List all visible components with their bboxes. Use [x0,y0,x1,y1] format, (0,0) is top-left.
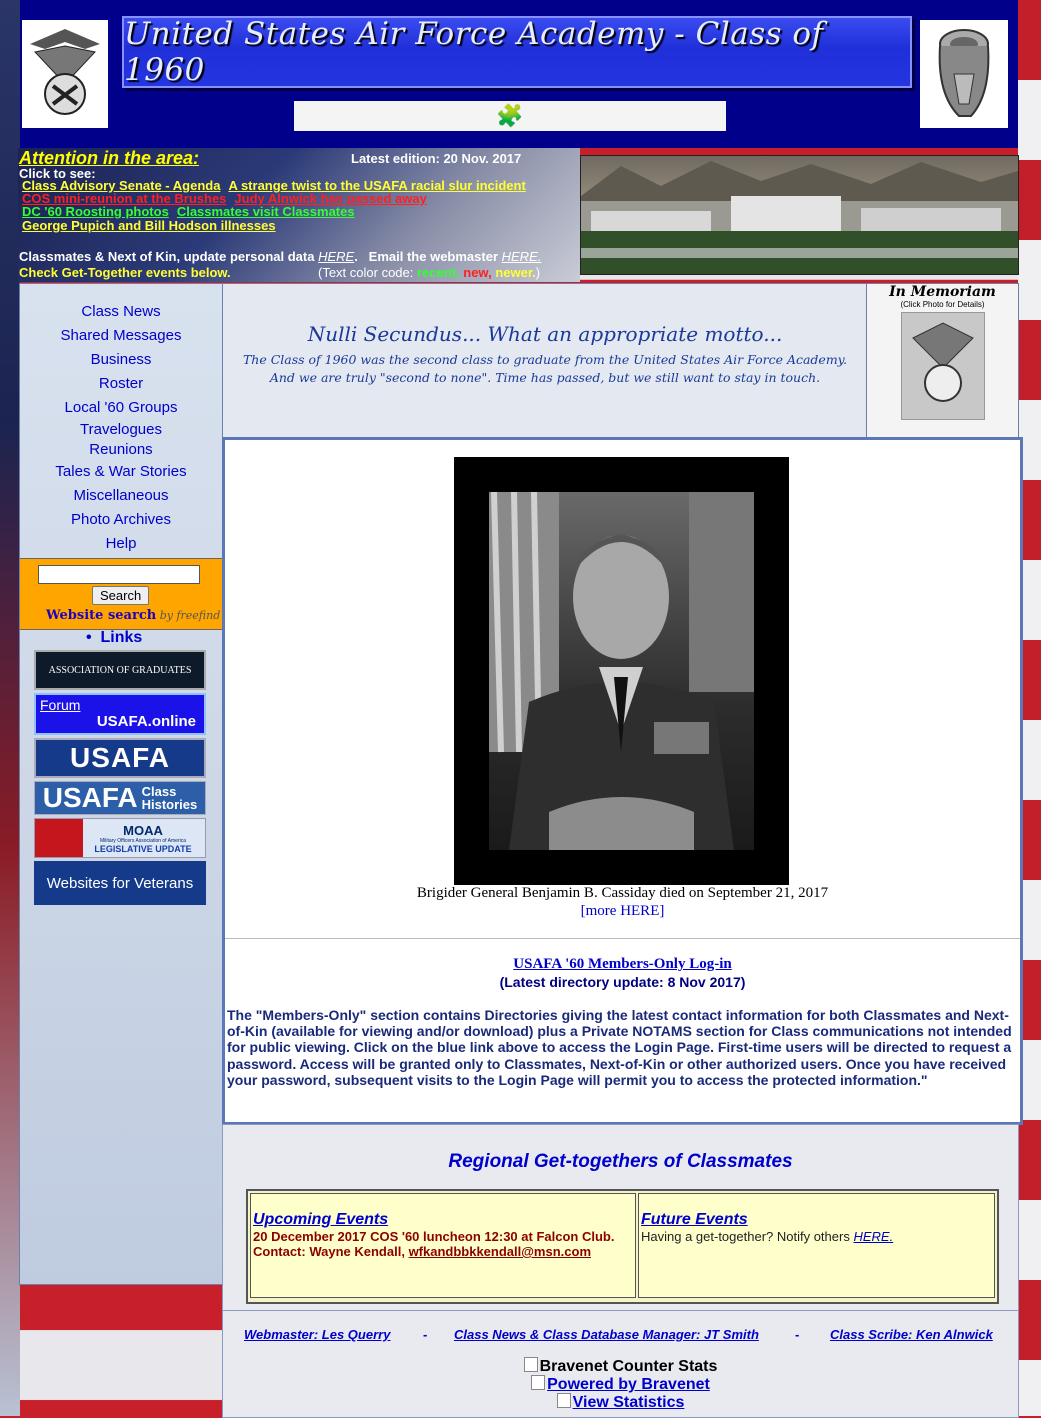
usafa-link-banner[interactable]: USAFA [34,738,206,778]
directory-update-date: (Latest directory update: 8 Nov 2017) [499,974,746,990]
main-navigation [20,284,222,556]
nav-business[interactable]: Business [90,351,152,368]
section-divider [225,938,1020,939]
footer-separator: - [423,1327,428,1342]
site-header [20,0,1018,148]
in-memoriam-subtitle: (Click Photo for Details) [900,300,985,309]
memoriam-photo[interactable] [901,312,985,420]
broken-image-icon [531,1375,545,1390]
members-login-link[interactable]: USAFA '60 Members-Only Log-in [513,956,732,972]
check-events-text: Check Get-Together events below. [19,265,231,280]
link-cos-mini-reunion[interactable]: COS mini-reunion at the Brushes [22,191,227,206]
site-title-banner [122,16,912,88]
nav-reunions[interactable]: Reunions [89,441,153,458]
memoriam-crest-icon [903,313,983,413]
update-data-link[interactable]: HERE [318,249,355,264]
motto-title: Nulli Secundus... What an appropriate motto... [307,322,783,346]
upcoming-event-contact: Contact: Wayne Kendall, wfkandbbkkendall@msn.com [253,1244,592,1259]
nav-class-news[interactable]: Class News [81,303,161,320]
attention-links-row4 [22,218,284,233]
bravenet-counter-stats: Bravenet Counter Stats [223,1357,1018,1376]
link-dc-roosting-photos[interactable]: DC '60 Roosting photos [22,204,169,219]
color-code-legend: (Text color code: recent, new, newer.) [318,265,541,280]
nav-travelogues[interactable]: Travelogues [80,421,162,438]
nav-photo-archives[interactable]: Photo Archives [70,511,172,528]
upcoming-events-title[interactable]: Upcoming Events [253,1211,389,1228]
missing-plugin-placeholder [294,101,726,131]
class-ring-image [920,20,1008,128]
nav-local-groups[interactable]: Local '60 Groups [64,399,178,416]
eagle-crest-icon [25,24,105,124]
main-feature-panel [222,437,1023,1125]
attention-panel [18,148,580,282]
puzzle-piece-icon: 🧩 [496,103,524,128]
nav-roster[interactable]: Roster [98,375,144,392]
members-only-description: The "Members-Only" section contains Directories giving the latest contact information for both Classmates and Next-of-Kin (available for viewing and/or download) plus a Private NOTAMS section for Class communications not intended for public viewing. Click on the blue link above to access the Login Page. First-time users will be directed to request a password. Access will be granted only to Classmates, Next-of-Kin or other authorized users. Once you have received your password, subsequent visits to the Login Page will permit you to access the protected information." [227,1007,1012,1088]
websites-for-veterans-banner[interactable]: Websites for Veterans [34,861,206,905]
broken-image-icon [557,1393,571,1408]
attention-links-row3 [22,204,363,219]
site-title: United States Air Force Academy - Class of 1960 [124,16,824,88]
class-news-manager-link[interactable]: Class News & Class Database Manager: JT Smith [454,1327,759,1342]
class-crest-logo [22,20,108,128]
webmaster-link[interactable]: Webmaster: Les Querry [244,1327,391,1342]
upcoming-events-cell [250,1193,636,1298]
academy-campus-photo [580,155,1019,275]
class-scribe-link[interactable]: Class Scribe: Ken Alnwick [830,1327,993,1342]
update-personal-data-line: Classmates & Next of Kin, update personal data HERE. Email the webmaster HERE. [19,249,542,264]
regional-gettogethers-panel [222,1124,1019,1312]
motto-panel [222,283,868,438]
class-ring-icon [929,24,999,124]
website-search-label: Website search by freefind [46,608,221,623]
events-table [246,1189,999,1304]
search-input[interactable] [38,565,200,584]
search-button[interactable]: Search [92,586,149,605]
regional-title: Regional Get-togethers of Classmates [448,1151,793,1172]
usafa-class-histories-banner[interactable]: USAFA Class Histories [34,781,206,815]
moaa-legislative-banner[interactable]: MOAA Military Officers Association of America LEGISLATIVE UPDATE [34,818,206,858]
future-events-cell [638,1193,995,1298]
future-events-title[interactable]: Future Events [641,1211,748,1228]
links-heading: • Links [86,629,143,646]
link-classmates-visit[interactable]: Classmates visit Classmates [176,204,355,219]
motto-line-2: And we are truly "second to none". Time has passed, but we still want to stay in touch. [269,370,821,385]
future-events-text: Having a get-together? Notify others HERE. [641,1229,894,1244]
left-sidebar [19,283,223,1285]
click-to-see-label: Click to see: [19,166,96,181]
footer-panel [222,1310,1019,1418]
link-pupich-hodson[interactable]: George Pupich and Bill Hodson illnesses [22,218,276,233]
nav-miscellaneous[interactable]: Miscellaneous [73,487,169,504]
aog-link-banner[interactable]: ASSOCIATION OF GRADUATES [34,650,206,690]
link-class-advisory-senate[interactable]: Class Advisory Senate - Agenda [22,178,221,193]
view-statistics-link[interactable]: View Statistics [223,1393,1018,1412]
broken-image-icon [524,1357,538,1372]
nav-shared-messages[interactable]: Shared Messages [60,327,182,344]
memorial-photo-frame [454,457,789,885]
email-webmaster-link[interactable]: HERE. [501,249,542,264]
photo-caption: Brigider General Benjamin B. Cassiday died on September 21, 2017 [416,885,829,901]
in-memoriam-panel [866,283,1019,438]
latest-edition: Latest edition: 20 Nov. 2017 [351,151,522,166]
portrait-illustration [489,492,754,850]
link-judy-alnwick[interactable]: Judy Alnwick has passed away [234,191,427,206]
nav-tales-war-stories[interactable]: Tales & War Stories [55,463,187,480]
contact-email-link[interactable]: wfkandbbkkendall@msn.com [408,1244,592,1259]
motto-line-1: The Class of 1960 was the second class to graduate from the United States Air Force Academy. [242,352,848,367]
footer-separator: - [795,1327,800,1342]
link-racial-slur-incident[interactable]: A strange twist to the USAFA racial slur incident [228,178,526,193]
forum-usafa-online-banner[interactable]: Forum USAFA.online [34,693,206,735]
nav-help[interactable]: Help [105,535,137,552]
powered-by-bravenet-link[interactable]: Powered by Bravenet [223,1375,1018,1394]
general-portrait-photo[interactable] [489,492,754,850]
more-here-link[interactable]: [more HERE] [580,903,665,919]
in-memoriam-title: In Memoriam [889,284,996,300]
attention-title: Attention in the area: [19,148,200,168]
site-search-box [20,558,222,630]
notify-others-link[interactable]: HERE. [853,1229,894,1244]
flag-background-left [0,0,20,1416]
campus-illustration [581,156,1018,274]
upcoming-event-line: 20 December 2017 COS '60 luncheon 12:30 at Falcon Club. [253,1229,615,1244]
